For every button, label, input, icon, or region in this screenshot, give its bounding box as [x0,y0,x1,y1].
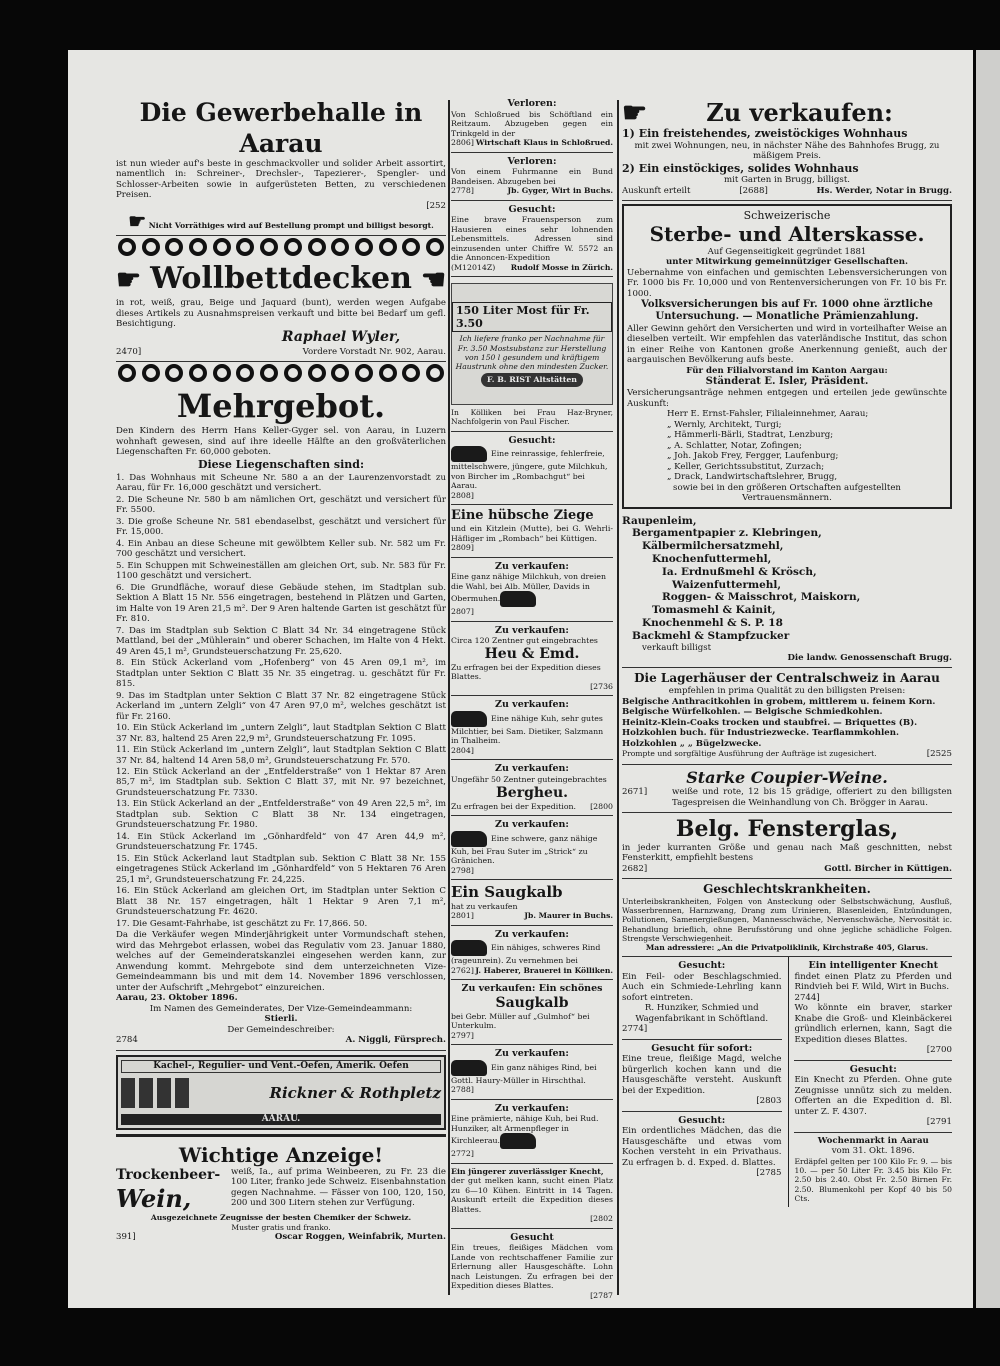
ad-signature: A. Niggli, Fürsprech. [345,1035,446,1046]
ad-text: Von einem Fuhrmanne ein Bund Bandeisen. Abzugeben bei [451,167,613,186]
ad-most [451,277,613,432]
ad-number: 2778] [451,186,474,196]
pointing-hand-icon: ☛ [116,262,142,296]
ad-text: Eine nähige Kuh, sehr gutes Milchtier, bei Sam. Dietiker, Salzmann in Thalheim. [451,713,604,746]
list-item: „ Hämmerli-Bärli, Stadtrat, Lenzburg; [667,430,834,441]
ad-title: Gesucht für sofort: [651,1042,753,1054]
ad-text: bei Gebr. Müller auf „Gulmhof“ bei Unterkulm. [451,1011,590,1031]
product-line: Heinitz-Klein-Coaks trocken und staubfrei. — Briquettes (B). [622,717,918,728]
ad-number: 2804] [451,745,474,755]
ad-title: Gesucht [510,1231,554,1243]
list-item: 7. Das im Stadtplan sub Sektion C Blatt 34 Nr. 34 eingetragene Stück Mattland, bei der „Mühlerain“ und oberer Schachen, im Halte von 4 Hekt. 49 Aren 45,1 m², Grundsteuerschatzung Fr. 25,620. [116,625,446,657]
product-line: Holzkohlen buch. für Industriezwecke. Tearflammkohlen. [622,728,899,739]
ad-number: [2700 [926,1045,952,1056]
ad-number: (M12014Z) [451,262,496,272]
column-left [116,95,446,1308]
ad-title: Belg. Fensterglas, [675,815,899,842]
ad-saugkalb [451,880,613,925]
ad-gesucht-2 [451,432,613,506]
ad-title: Zu verkaufen: [495,928,569,940]
list-item: 11. Ein Stück Ackerland im „untern Zelgli“, laut Stadtplan Sektion C Blatt 37 Nr. 84, haltend 14 Aren 58,0 m², Grundsteuerschatzung Fr. 570. [116,745,446,766]
pointing-hand-icon: ☛ [128,209,147,234]
ad-signature: Rudolf Mosse in Zürich. [510,262,613,272]
ad-subtitle: Auf Gegenseitigkeit gegründet 1881 [707,246,867,257]
ad-title: Verloren: [507,98,557,109]
ad-futtermittel [622,512,952,669]
pointing-hand-icon: ☛ [622,95,648,129]
ad-maedchen [622,1112,782,1183]
ad-signature: Raphael Wyler, [281,329,401,346]
ad-text: Ein Knecht zu Pferden. Ohne gute Zeugnisse unnütz sich zu melden. Offerten an die Expedition d. Bl. unter Z. F. 4307. [794,1075,952,1117]
ad-number: [2800 [590,801,613,811]
ad-text: Ein treues, fleißiges Mädchen vom Lande von rechtschaffener Familie zur Erlernung aller Hausgeschäfte. Lohn nach Leistungen. Zu erfragen bei der Expedition dieses Blattes. [451,1243,613,1291]
list-item: „ Drack, Landwirtschaftslehrer, Brugg, [667,472,838,483]
ad-text: Ein nähiges, schweres Rind (rageunrein). Zu vernehmen bei [451,943,601,966]
ad-verkaufen-1 [451,558,613,622]
ad-title: Starke Coupier-Weine. [686,767,888,787]
ad-knecht [451,1164,613,1229]
list-item: „ Joh. Jakob Frey, Fergger, Laufenburg; [667,451,839,462]
list-item: „ A. Schlatter, Notar, Zofingen; [667,440,802,451]
ad-number: 2806] [451,138,474,148]
ad-text: In Kölliken bei Frau Haz-Bryner, Nachfolgerin von Paul Fischer. [451,408,613,427]
newspaper-page [68,50,973,1308]
column-divider [448,100,450,1295]
ad-text: Eine schwere, ganz nähige Kuh, bei Frau Suter im „Strick“ zu Gränichen. [451,833,598,866]
ad-text: Versicherungsanträge nehmen entgegen und erteilen jede gewünschte Auskunft: [627,388,947,409]
ad-text: ist nun wieder auf's beste in geschmackvoller und solider Arbeit assortirt, namentlich in: Schreiner-, Drechsler-, Tapezierer-, Spengler- und Schlosser-Arbeiten sowie in aufgerüsteten Betten, zu verschiedenen Preisen. [116,159,446,201]
ad-product: Bergheu. [495,784,569,801]
ad-signature: Hs. Werder, Notar in Brugg. [816,185,952,196]
ad-number: 2784 [116,1035,138,1046]
ad-pretitle: Schweizerische [743,209,831,223]
ad-rind [451,926,613,981]
ornament-circles [116,236,446,258]
ad-bergheu [451,760,613,816]
ad-title: Eine hübsche Ziege [451,508,594,524]
ad-gesucht-3 [451,1229,613,1305]
ad-address: Man adressiere: „An die Privatpoliklinik, Kirchstraße 405, Glarus. [645,943,929,953]
cow-icon [451,1060,487,1076]
cow-icon [451,940,487,956]
ad-text: Circa 120 Zentner gut eingebrachtes [451,636,598,646]
product-line: Tomasmehl & Kainit, [652,604,776,617]
product-line: Kälbermilchersatzmehl, [642,540,784,553]
ad-number: [2803 [756,1096,782,1107]
ad-wichtige-anzeige [116,1140,446,1247]
ad-title: Ein intelligenter Knecht [808,960,938,972]
cow-icon [451,446,487,462]
subcolumn-left [622,957,782,1207]
column-divider [617,100,619,1295]
most-illustration [451,283,613,405]
cow-icon [500,591,536,607]
ad-text: Ein ordentliches Mädchen, das die Hausgeschäfte und etwas vom Kochen versteht in ein Privathaus. Zu erfragen b. d. Exped. d. Blattes. [622,1126,782,1168]
ad-text: Auskunft erteilt [622,185,691,196]
ad-text: Eine reinrassige, fehlerfreie, mittelschwere, jüngere, gute Milchkuh, von Bircher im „Rombachgut“ bei Aarau. [451,449,608,491]
ad-wollbettdecken [116,258,446,362]
ad-title: Mehrgebot. [176,387,386,426]
ad-title: Wochenmarkt in Aarau [817,1135,929,1146]
ad-signature: Im Namen des Gemeinderates, Der Vize-Gemeindeammann: [149,1003,413,1014]
product-line: Waizenfuttermehl, [672,578,782,591]
ad-text: Unterleibskrankheiten, Folgen von Ansteckung oder Selbstschwächung, Ausfluß, Wasserbrennen, Harnzwang, Drang zum Urinieren, Blasenleiden, Entzündungen, Pollutionen, Samenergießungen, Mannesschwäche, Nervenschwäche, Nervosität ic. Behandlung brieflich, ohne Berufsstörung und ohne jegliche schädliche Folgen. Strengste Verschwiegenheit. [622,896,952,943]
ad-gesucht-1 [451,201,613,278]
ad-text: und ein Kitzlein (Mutte), bei G. Wehrli-Häfliger im „Rombach“ bei Küttigen. [451,524,613,543]
column-middle [451,95,613,1308]
list-item: 5. Ein Schuppen mit Schweineställen am gleichen Ort, sub. Nr. 583 für Fr. 1100 geschätzt und versichert. [116,560,446,582]
product-line: Backmehl & Stampfzucker [632,629,790,642]
ad-product: Saugkalb [495,994,569,1011]
ad-text: in rot, weiß, grau, Beige und Jaquard (bunt), werden wegen Aufgabe dieses Artikels zu Ausnahmspreisen verkauft und bitte bei Bedarf um gefl. Besichtigung. [116,298,446,329]
ad-text: in jeder kurranten Größe und genau nach Maß geschnitten, nebst Fensterkitt, empfiehlt bestens [622,842,952,864]
property-list [116,473,446,929]
ad-title: Ein jüngerer zuverlässiger Knecht, [451,1166,604,1176]
ad-verloren-1 [451,95,613,153]
ad-text: Von Schloßrued bis Schöftland ein Reitzaum. Abzugeben gegen ein Trinkgeld in der [451,109,613,138]
ad-title: Zu verkaufen: [495,1102,569,1114]
list-item: 8. Ein Stück Ackerland vom „Hofenberg“ von 45 Aren 09,1 m², im Stadtplan unter Sektion C Blatt 35 Nr. 35 eingetrag. u. geschätzt für Fr. 815. [116,658,446,690]
cow-icon [451,831,487,847]
ad-title: Kachel-, Regulier- und Vent.-Oefen, Amerik. Oefen [121,1060,441,1073]
ad-heu [451,622,613,697]
ad-zu-verkaufen-haeuser [622,95,952,201]
ad-knecht-pferde [794,1061,952,1133]
ad-text: Ungefähr 50 Zentner guteingebrachtes [451,775,607,785]
ad-text: weiße und rote, 12 bis 15 grädige, offeriert zu den billigsten Tagespreisen die Weinhandlung von Ch. Brögger in Aarau. [672,787,952,808]
ad-signature: Jb. Gyger, Wirt in Buchs. [507,186,613,196]
ad-text: der gut melken kann, sucht einen Platz zu 6—10 Kühen. Eintritt in 14 Tagen. Auskunft erteilt die Expedition dieses Blattes. [451,1176,613,1214]
ad-feilenschmied [622,957,782,1039]
list-item: 12. Ein Stück Ackerland an der „Entfelderstraße“ von 1 Hektar 87 Aren 85,7 m², im Stadtplan sub. Sektion C Blatt 37, mit Nr. 97 bezeichnet, Grundsteuerschatzung Fr. 7330. [116,767,446,798]
ad-rind-2 [451,1045,613,1100]
ad-geschlechtskrankheiten [622,879,952,957]
product-line: Knochenmehl & S. P. 18 [642,616,783,629]
ad-number: 2772] [451,1149,474,1159]
ornament-circles [116,362,446,384]
ad-text: sowie bei in den größeren Ortschaften aufgestellten Vertrauensmännern. [673,482,901,504]
ad-title: Gesucht: [849,1063,897,1075]
ad-saugkalb-2 [451,980,613,1045]
ad-signature: Die landw. Genossenschaft Brugg. [787,653,952,663]
ad-text: Muster gratis und franko. [231,1222,331,1232]
subcolumn-right [794,957,952,1207]
ad-number: 2744] [794,992,820,1003]
ad-coupier-weine [622,765,952,813]
ad-text: Ein ganz nähiges Rind, bei Gottl. Haury-Müller in Hirschthal. [451,1062,597,1085]
ad-text: 1) Ein freistehendes, zweistöckiges Wohnhaus [622,127,908,141]
ad-number: [2802 [590,1214,613,1224]
ad-signature: Gottl. Bircher in Küttigen. [824,863,952,874]
list-item: 3. Die große Scheune Nr. 581 ebendaselbst, geschätzt und versichert für Fr. 15,000. [116,516,446,538]
ad-text: Aller Gewinn gehört den Versicherten und wird in vorteilhafter Weise an dieselben verteilt. Wir empfehlen das vaterländische Institut, das schon in einer Reihe von Kantonen große Anerkennung genießt, auch der aargauischen Bevölkerung aufs beste. [627,323,947,366]
ad-text: hat zu verkaufen [451,901,518,911]
ad-text: Ich liefere franko per Nachnahme für Fr. 3.50 Mostsubstanz zur Herstellung von 150 l gesundem und kräftigem Haustrunk ohne den mindesten Zucker. [455,334,609,372]
ad-text: Ein Feil- oder Beschlagschmied. Auch ein Schmiede-Lehrling kann sofort eintreten. [622,971,782,1003]
ad-text: 2) Ein einstöckiges, solides Wohnhaus [622,161,859,175]
list-item: 16. Ein Stück Ackerland am gleichen Ort, im Stadtplan unter Sektion C Blatt 38 Nr. 157 eingetragen, hält 1 Hektar 9 Aren 7,1 m², Grundsteuerschatzung Fr. 4620. [116,886,446,918]
ad-text: Prompte und sorgfältige Ausführung der Aufträge ist zugesichert. [622,749,877,759]
ad-number: [2525 [926,749,952,760]
ad-title: Wichtige Anzeige! [178,1142,384,1167]
ad-number: [2787 [590,1290,613,1300]
ad-text: Eine treue, fleißige Magd, welche bürgerlich kochen kann und die Hausgeschäfte versteht. Auskunft bei der Expedition. [622,1054,782,1096]
ad-text: verkauft billigst [642,642,712,653]
list-item: Herr E. Ernst-Fahsler, Filialeinnehmer, Aarau; [667,409,869,420]
ad-title: Zu verkaufen: Ein schönes [461,983,603,995]
list-item: 15. Ein Stück Ackerland laut Stadtplan sub. Sektion C Blatt 38 Nr. 155 eingetragenes Stück Ackerland im „Gönhardfeld“ von 5 Hektaren 76 Aren 25,1 m², Grundsteuerschatzung Fr. 24,225. [116,853,446,885]
ad-number: [2785 [756,1168,782,1179]
ad-closing: Da die Verkäufer wegen Minderjährigkeit unter Vormundschaft stehen, wird das Mehrgebot erlassen, wobei das Regulativ vom 23. Januar 1880, welches auf der Gemeinderatskanzlei eingesehen werden kann, zur Anwendung kommt. Mehrgebote sind dem unterzeichneten Vize-Gemeindeammann bis und mit dem 14. November 1896 verschlossen, unter der Aufschrift „Mehrgebot“ einzureichen. [116,930,446,993]
ad-sterbekasse [622,204,952,509]
ad-text: Zu erfragen bei der Expedition. [451,801,577,811]
agent-list [627,409,947,482]
ad-signature: Wirtschaft Klaus in Schloßrued. [475,138,613,148]
cow-icon [451,711,487,727]
pointing-hand-icon: ☛ [420,262,446,296]
list-item: 2. Die Scheune Nr. 580 b am nämlichen Ort, geschätzt und versichert für Fr. 5500. [116,494,446,516]
ad-title: Zu verkaufen: [495,763,569,775]
ad-number: 2774] [622,1024,648,1035]
ad-text: Eine prämierte, nähige Kuh, bei Rud. Hunziker, alt Armenpfleger in Kirchleerau. [451,1114,599,1146]
ad-title: 150 Liter Most für Fr. 3.50 [452,302,612,333]
barrel-icon: F. B. RIST Altstätten [481,373,583,387]
product-line: Belgische Anthracitkohlen in grobem, mittlerem u. feinem Korn. [622,696,936,707]
ad-text: Ausgezeichnete Zeugnisse der besten Chemiker der Schweiz. [150,1213,412,1223]
ad-text: Zu erfragen bei der Expedition dieses Blattes. [451,662,601,682]
ad-gewerbehalle [116,95,446,236]
ad-number: 2807] [451,607,474,617]
product-line: Roggen- & Maisschrot, Maiskorn, [662,591,861,604]
product-line: Knochenfuttermehl, [652,552,772,565]
ad-signature: Der Gemeindeschreiber: [227,1024,335,1035]
ad-number: 2682] [622,863,648,874]
ad-date: Aarau, 23. Oktober 1896. [116,993,238,1004]
ad-number: 2671] [622,787,648,798]
list-item: „ Wernly, Architekt, Turgi; [667,419,782,430]
ad-text: Eine brave Frauensperson zum Hausieren eines sehr lohnenden Lebensmittels. Adressen sind einzusenden unter Chiffre W. 5572 an die Annoncen-Expedition [451,215,613,263]
ad-number: [2736 [590,681,613,691]
ad-number: [2688] [739,185,768,196]
ad-number: 2797] [451,1030,474,1040]
cow-icon [500,1133,536,1149]
ad-title: Die Gewerbehalle in Aarau [139,98,423,158]
ad-number: 2470] [116,346,142,357]
ad-ziege [451,505,613,557]
ad-product: Wein, [116,1184,192,1214]
adjacent-page-edge [976,50,1000,1308]
list-item: „ Keller, Gerichtssubstitut, Zurzach; [667,461,825,472]
ad-text: mit Garten in Brugg, billigst. [723,175,850,186]
ad-text: Wo könnte ein braver, starker Knabe die Groß- und Kleinbäckerei gründlich erlernen, kann, Sagt die Expedition dieses Blattes. [794,1003,952,1045]
ad-wochenmarkt [794,1133,952,1207]
ad-fensterglas [622,813,952,879]
ad-verloren-2 [451,153,613,201]
ad-text: Für den Filialvorstand im Kanton Aargau: [686,365,888,376]
ad-number: 2788] [451,1085,474,1095]
ad-signature: Jb. Maurer in Buchs. [524,911,613,921]
ad-number: 2798] [451,865,474,875]
list-item: 6. Die Grundfläche, worauf diese Gebäude stehen, im Stadtplan sub. Sektion A Blatt 15 Nr. 556 eingetragen, bestehend in Plätzen und Garten, im Halte von 19 Aren 21,5 m². Der 9 Aren haltende Garten ist geschätzt für Fr. 810. [116,582,446,625]
ad-number: [2791 [926,1117,952,1128]
list-item: 4. Ein Anbau an diese Scheune mit gewölbtem Keller sub. Nr. 582 um Fr. 700 geschätzt und versichert. [116,538,446,560]
ad-kuh-4 [451,1100,613,1164]
ad-title: Wollbettdecken [150,261,412,297]
ad-title: Ein Saugkalb [451,883,563,902]
ad-mehrgebot [116,384,446,1051]
ad-president: Ständerat E. Isler, Präsident. [705,376,869,388]
ad-text: empfehlen in prima Qualität zu den billigsten Preisen: [668,686,906,697]
ad-intro: Den Kindern des Herrn Hans Keller-Gyger sel. von Aarau, in Luzern wohnhaft gewesen, sind auf ihre ideelle Hälfte an den großväterlichen Liegenschaften Fr. 60,000 geboten. [116,426,446,458]
ad-verkaufen-3 [451,816,613,880]
ad-city: AARAU. [121,1114,441,1125]
stove-icon [121,1078,189,1108]
ad-text: Uebernahme von einfachen und gemischten Lebensversicherungen von Fr. 1000 bis Fr. 10,000 und von Rentenversicherungen von Fr. 10 bis Fr. 1000. [627,267,947,299]
ad-subtitle: unter Mitwirkung gemeinnütziger Gesellschaften. [666,257,908,268]
list-item: 1. Das Wohnhaus mit Scheune Nr. 580 a an der Laurenzenvorstadt zu Aarau, für Fr. 16,000 geschätzt und versichert. [116,472,446,494]
ad-title: Gesucht: [678,960,726,972]
ad-text: Erdäpfel gelten per 100 Kilo Fr. 9. — bis 10. — per 50 Liter Fr. 3.45 bis Kilo Fr. 2.50 bis 2.40. Obst Fr. 2.50 Birnen Fr. 2.50. Blumenkohl per Kopf 40 bis 50 Cts. [794,1156,952,1203]
ad-text: mit zwei Wohnungen, neu, in nächster Nähe des Bahnhofes Brugg, zu mäßigem Preis. [634,140,940,162]
ad-title: Verloren: [507,155,557,167]
ad-title: Gesucht: [678,1114,726,1126]
list-item: 13. Ein Stück Ackerland an der „Entfelderstraße“ von 49 Aren 22,5 m², im Stadtplan sub. Sektion C Blatt 38 Nr. 134 eingetragen, Grundsteuerschatzung Fr. 1980. [116,799,446,831]
ad-kachel-oefen [116,1055,446,1130]
ad-signature: R. Hunziker, Schmied und Wagenfabrikant in Schöftland. [635,1003,769,1024]
ad-title: Die Lagerhäuser der Centralschweiz in Aarau [634,671,940,686]
ad-intelligenter-knecht [794,957,952,1060]
ad-address: Vordere Vorstadt Nr. 902, Aarau. [302,346,446,357]
ad-text: Eine ganz nähige Milchkuh, von dreien die Wahl, bei Alb. Müller, Davids in Obermuhen. [451,572,606,604]
ad-number: 2762] [451,965,474,975]
ad-signature: Stierli. [264,1014,298,1025]
ad-title: Zu verkaufen: [495,699,569,711]
ad-title: Gesucht: [508,203,556,215]
ad-title: Sterbe- und Alterskasse. [649,222,925,247]
ad-number: 2808] [451,490,474,500]
ad-title: Zu verkaufen: [706,98,893,127]
ad-title: Zu verkaufen: [495,560,569,572]
ad-title: Zu verkaufen: [495,624,569,636]
ad-signature: Oscar Roggen, Weinfabrik, Murten. [274,1231,446,1242]
list-item: 9. Das im Stadtplan unter Sektion C Blatt 37 Nr. 82 eingetragene Stück Ackerland im „untern Zelgli“ von 47 Aren 97,0 m², welches geschätzt ist für Fr. 2160. [116,690,446,722]
list-item: 17. Die Gesamt-Fahrhabe, ist geschätzt zu Fr. 17,866. 50. [116,918,368,929]
ad-date: vom 31. Okt. 1896. [831,1146,915,1157]
product-line: Ia. Erdnußmehl & Krösch, [662,565,817,578]
ad-title: Geschlechtskrankheiten. [703,882,871,897]
ad-subheading: Diese Liegenschaften sind: [197,457,365,471]
ad-text: weiß, Ia., auf prima Weinbeeren, zu Fr. 23 die 100 Liter, franko jede Schweiz. Eisenbahnstation gegen Nachnahme. — Fässer von 100, 120, 150, 200 und 300 Litern stehen zur Verfügung. [231,1166,446,1209]
ad-title: Zu verkaufen: [495,1048,569,1060]
ad-text: findet einen Platz zu Pferden und Rindvieh bei F. Wild, Wirt in Buchs. [794,971,952,993]
ad-magd [622,1040,782,1112]
list-item: 10. Ein Stück Ackerland im „untern Zelgli“, laut Stadtplan Sektion C Blatt 37 Nr. 83, haltend 25 Aren 22,9 m², Grundsteuerschatzung Fr. 1095. [116,723,446,744]
product-line: Raupenleim, [622,514,697,527]
ad-highlight: Volksversicherungen bis auf Fr. 1000 ohne ärztliche Untersuchung. — Monatliche Prämienzahlung. [641,299,933,323]
product-line: Holzkohlen „ „ Bügelzwecke. [622,738,762,749]
ad-number: 391] [116,1231,136,1242]
product-line: Belgische Würfelkohlen. — Belgische Schmiedkohlen. [622,707,883,718]
product-line: Bergamentpapier z. Klebringen, [632,527,822,540]
list-item: 14. Ein Stück Ackerland im „Gönhardfeld“ von 47 Aren 44,9 m², Grundsteuerschatzung Fr. 1745. [116,831,446,853]
ad-number: 2809] [451,543,474,553]
ad-verkaufen-2 [451,696,613,760]
ad-product: Heu & Emd. [484,645,580,662]
ad-firm: Rickner & Rothpletz [269,1083,441,1102]
ad-signature: J. Haberer, Brauerei in Kölliken. [475,965,613,975]
column-right [622,95,952,1308]
ad-title: Gesucht: [508,434,556,446]
ad-lagerhaeuser [622,668,952,764]
ad-footer: ☛ Nicht Vorräthiges wird auf Bestellung prompt und billigst besorgt. [128,209,434,234]
ad-number: 2801] [451,911,474,921]
ad-product: Trockenbeer- [116,1166,221,1183]
ad-number: [252 [426,200,446,211]
ad-title: Zu verkaufen: [495,819,569,831]
